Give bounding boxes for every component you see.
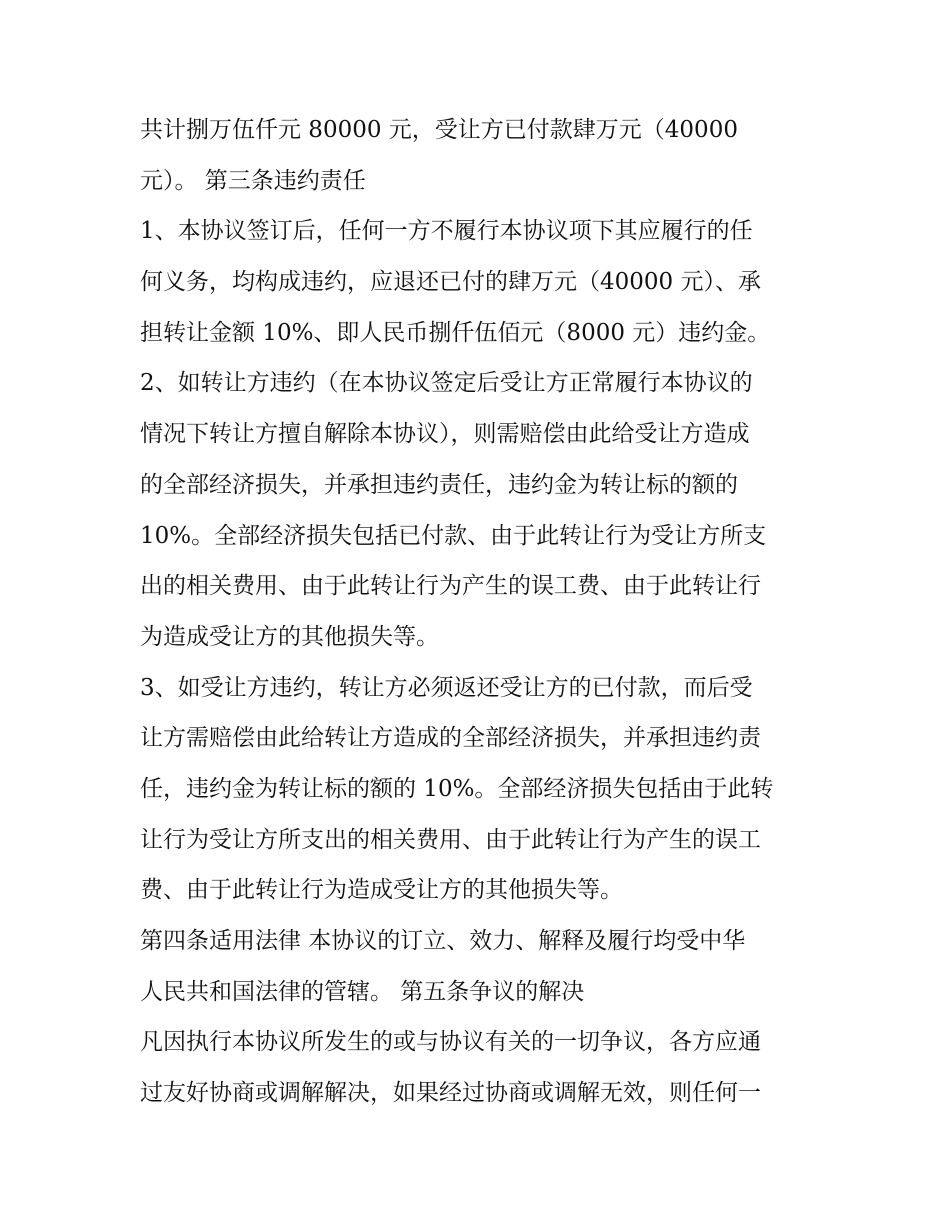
text-line: 人民共和国法律的管辖。 第五条争议的解决 [140, 978, 585, 1005]
text-line: 情况下转让方擅自解除本协议），则需赔偿由此给受让方造成 [140, 421, 750, 448]
text-line: 让行为受让方所支出的相关费用、由于此转让行为产生的误工 [140, 826, 761, 853]
text-line: 共计捌万伍仟元 80000 元，受让方已付款肆万元（40000 [140, 117, 738, 143]
document-body [140, 105, 820, 1119]
text-line: 1、本协议签订后，任何一方不履行本协议项下其应履行的任 [140, 218, 753, 245]
text-line: 3、如受让方违约，转让方必须返还受让方的已付款，而后受 [140, 674, 753, 701]
text-line: 2、如转让方违约（在本协议签定后受让方正常履行本协议的 [140, 370, 753, 397]
text-line: 担转让金额 10%、即人民币捌仟伍佰元（8000 元）违约金。 [140, 319, 771, 346]
text-line: 的全部经济损失，并承担违约责任，违约金为转让标的额的 [140, 471, 738, 498]
text-line: 让方需赔偿由此给转让方造成的全部经济损失，并承担违约责 [140, 725, 761, 752]
text-line: 费、由于此转让行为造成受让方的其他损失等。 [140, 877, 623, 904]
text-line: 任，违约金为转让标的额的 10%。全部经济损失包括由于此转 [140, 775, 774, 802]
text-line: 第四条适用法律 本协议的订立、效力、解释及履行均受中华 [140, 928, 746, 954]
text-line: 为造成受让方的其他损失等。 [140, 623, 439, 650]
text-line: 何义务，均构成违约，应退还已付的肆万元（40000 元）、承 [140, 269, 761, 296]
text-line: 凡因执行本协议所发生的或与协议有关的一切争议，各方应通 [140, 1029, 761, 1056]
text-line: 10%。全部经济损失包括已付款、由于此转让行为受让方所支 [140, 522, 767, 549]
text-line: 过友好协商或调解解决，如果经过协商或调解无效，则任何一 [140, 1080, 761, 1107]
text-line: 出的相关费用、由于此转让行为产生的误工费、由于此转让行 [140, 573, 761, 600]
text-line: 元）。 第三条违约责任 [140, 167, 366, 194]
